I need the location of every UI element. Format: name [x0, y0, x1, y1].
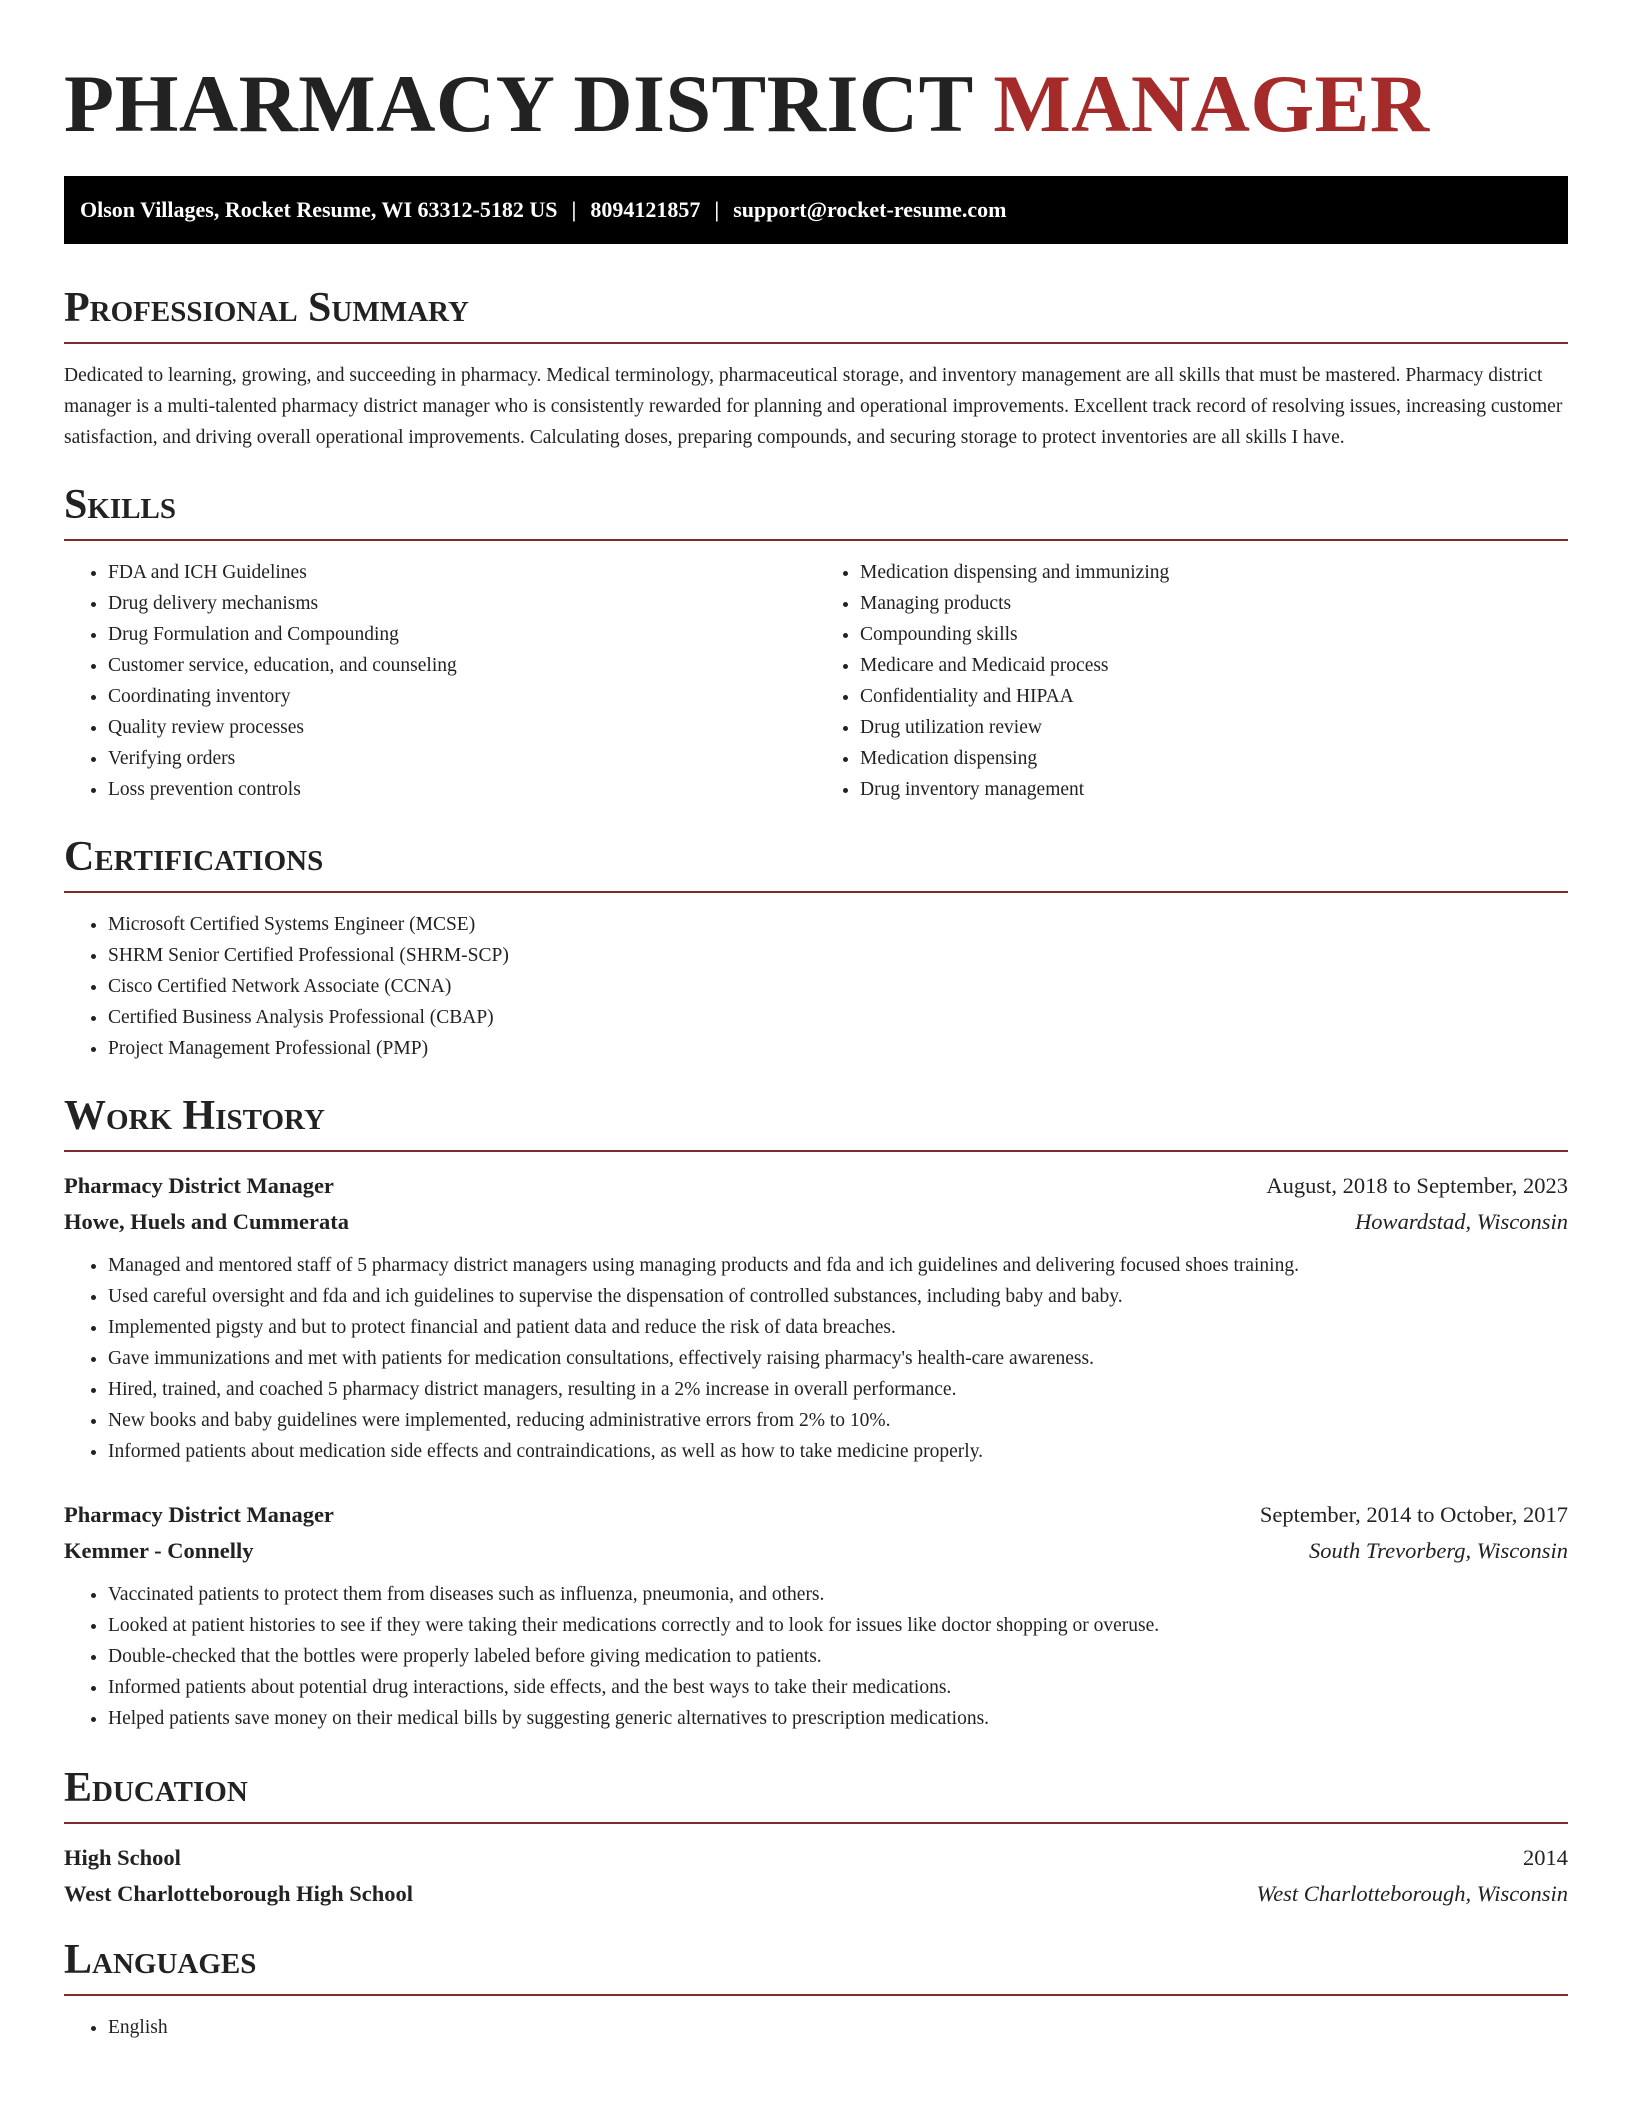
job-entry	[64, 1168, 1568, 1467]
job-company: Kemmer - Connelly	[64, 1538, 254, 1563]
education-location: West Charlotteborough, Wisconsin	[1256, 1881, 1568, 1906]
contact-phone[interactable]: 8094121857	[590, 197, 701, 222]
resume-name	[64, 0, 1568, 152]
section-title-work-history: Work History	[64, 1090, 1568, 1152]
contact-address: Olson Villages, Rocket Resume, WI 63312-5182 US	[80, 197, 558, 222]
education-year: 2014	[1523, 1845, 1568, 1870]
skill-item: • Medicare and Medicaid process	[860, 650, 1568, 681]
job-bullet: • Helped patients save money on their medical bills by suggesting generic alternatives to prescription medications.	[108, 1703, 1568, 1734]
skill-item: • Customer service, education, and counseling	[108, 650, 816, 681]
skills-list-right	[816, 557, 1568, 805]
skill-item: • Coordinating inventory	[108, 681, 816, 712]
summary-text: Dedicated to learning, growing, and succeeding in pharmacy. Medical terminology, pharmaceutical storage, and inventory management are all skills that must be mastered. Pharmacy district manager is a multi-talented pharmacy district manager who is consistently rewarded for planning and operational improvements. Excellent track record of resolving issues, increasing customer satisfaction, and driving overall operational improvements. Calculating doses, preparing compounds, and securing storage to protect inventories are all skills I have.	[64, 365, 1563, 448]
certification-item: • Project Management Professional (PMP)	[108, 1033, 1568, 1064]
skill-item: • Drug delivery mechanisms	[108, 588, 816, 619]
skill-item: • FDA and ICH Guidelines	[108, 557, 816, 588]
contact-email[interactable]: support@rocket-resume.com	[733, 197, 1007, 222]
languages-list	[64, 2012, 1568, 2043]
section-title-skills: Skills	[64, 479, 1568, 541]
skill-item: • Drug utilization review	[860, 712, 1568, 743]
job-bullet: • Used careful oversight and fda and ich guidelines to supervise the dispensation of controlled substances, including baby and baby.	[108, 1281, 1568, 1312]
job-bullet: • Implemented pigsty and but to protect financial and patient data and reduce the risk of data breaches.	[108, 1312, 1568, 1343]
certification-item: • Microsoft Certified Systems Engineer (MCSE)	[108, 909, 1568, 940]
job-bullet: • Informed patients about potential drug interactions, side effects, and the best ways to take their medications.	[108, 1672, 1568, 1703]
section-title-education: Education	[64, 1762, 1568, 1824]
job-dates: August, 2018 to September, 2023	[1266, 1173, 1568, 1198]
skills-grid	[64, 557, 1568, 805]
section-title-languages: Languages	[64, 1934, 1568, 1996]
name-accent: MANAGER	[993, 58, 1430, 149]
education-degree-row	[64, 1840, 1568, 1876]
education-entry	[64, 1840, 1568, 1912]
job-role: Pharmacy District Manager	[64, 1173, 334, 1198]
job-dates: September, 2014 to October, 2017	[1259, 1502, 1568, 1527]
skill-item: • Confidentiality and HIPAA	[860, 681, 1568, 712]
skill-item: • Loss prevention controls	[108, 774, 816, 805]
skill-item: • Quality review processes	[108, 712, 816, 743]
job-company-row	[64, 1533, 1568, 1569]
skill-item: • Managing products	[860, 588, 1568, 619]
job-bullet: • Managed and mentored staff of 5 pharmacy district managers using managing products and fda and ich guidelines and delivering focused shoes training.	[108, 1250, 1568, 1281]
contact-bar	[64, 176, 1568, 244]
certifications-list	[64, 909, 1568, 1064]
job-bullet: • New books and baby guidelines were implemented, reducing administrative errors from 2% to 10%.	[108, 1405, 1568, 1436]
job-location: South Trevorberg, Wisconsin	[1309, 1538, 1568, 1563]
job-bullet: • Hired, trained, and coached 5 pharmacy district managers, resulting in a 2% increase in overall performance.	[108, 1374, 1568, 1405]
skill-item: • Verifying orders	[108, 743, 816, 774]
language-item: • English	[108, 2012, 1568, 2043]
job-bullet: • Gave immunizations and met with patients for medication consultations, effectively raising pharmacy's health-care awareness.	[108, 1343, 1568, 1374]
skill-item: • Medication dispensing	[860, 743, 1568, 774]
job-company-row	[64, 1204, 1568, 1240]
job-bullet: • Informed patients about medication side effects and contraindications, as well as how to take medicine properly.	[108, 1436, 1568, 1467]
contact-separator: |	[571, 197, 577, 222]
job-bullet: • Vaccinated patients to protect them from diseases such as influenza, pneumonia, and others.	[108, 1579, 1568, 1610]
education-school-row	[64, 1876, 1568, 1912]
job-header-row	[64, 1168, 1568, 1204]
name-main: PHARMACY DISTRICT	[64, 58, 973, 149]
job-bullets	[64, 1579, 1568, 1734]
skill-item: • Drug inventory management	[860, 774, 1568, 805]
job-role: Pharmacy District Manager	[64, 1502, 334, 1527]
job-bullets	[64, 1250, 1568, 1467]
certification-item: • Certified Business Analysis Professional (CBAP)	[108, 1002, 1568, 1033]
certification-item: • SHRM Senior Certified Professional (SHRM-SCP)	[108, 940, 1568, 971]
contact-separator: |	[714, 197, 720, 222]
section-title-certifications: Certifications	[64, 831, 1568, 893]
job-bullet: • Double-checked that the bottles were properly labeled before giving medication to patients.	[108, 1641, 1568, 1672]
job-company: Howe, Huels and Cummerata	[64, 1209, 349, 1234]
skill-item: • Medication dispensing and immunizing	[860, 557, 1568, 588]
certification-item: • Cisco Certified Network Associate (CCNA)	[108, 971, 1568, 1002]
skills-list-left	[64, 557, 816, 805]
job-entry	[64, 1497, 1568, 1734]
skill-item: • Compounding skills	[860, 619, 1568, 650]
education-degree: High School	[64, 1845, 181, 1870]
section-title-summary: Professional Summary	[64, 282, 1568, 344]
education-school: West Charlotteborough High School	[64, 1881, 413, 1906]
job-header-row	[64, 1497, 1568, 1533]
job-location: Howardstad, Wisconsin	[1355, 1209, 1568, 1234]
skill-item: • Drug Formulation and Compounding	[108, 619, 816, 650]
job-bullet: • Looked at patient histories to see if they were taking their medications correctly and to look for issues like doctor shopping or overuse.	[108, 1610, 1568, 1641]
